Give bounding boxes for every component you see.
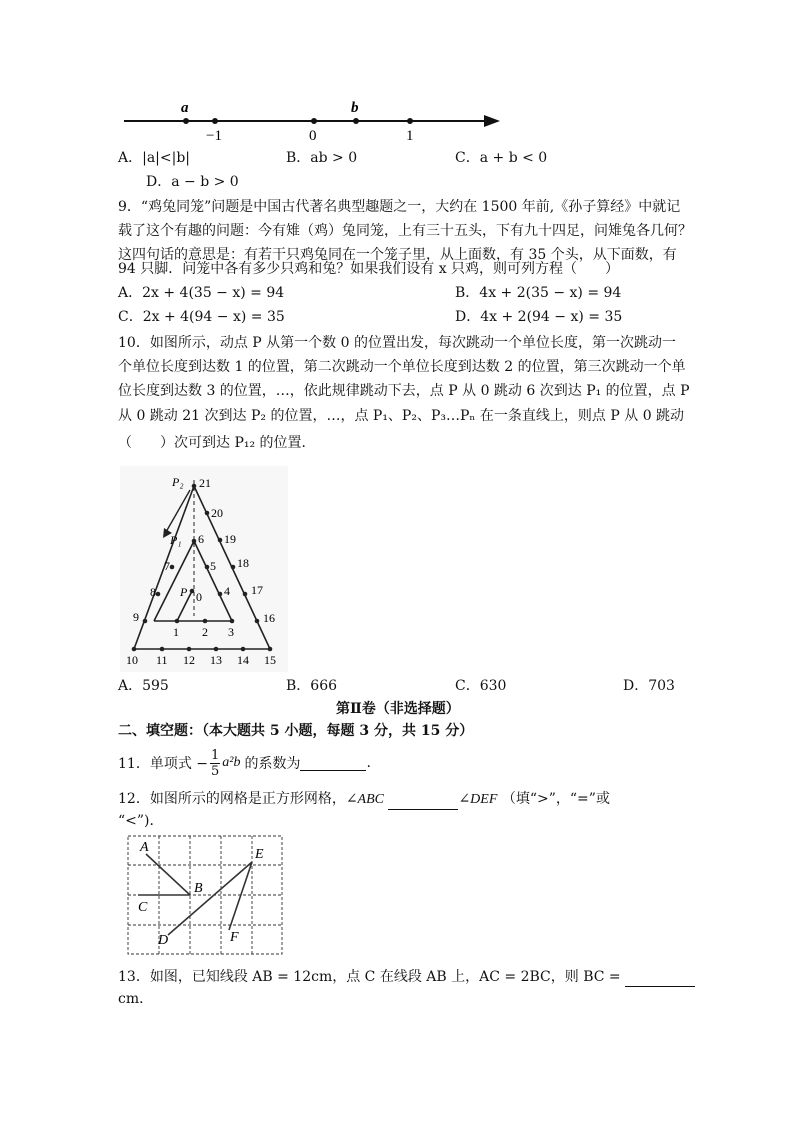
q10-option-a: A．595 (118, 678, 169, 694)
q8-option-b: B．ab > 0 (286, 150, 358, 166)
number-line-figure (118, 95, 508, 143)
fig-label-15: 15 (264, 653, 276, 667)
q11-suffix: 的系数为 (244, 756, 301, 772)
fig-label-6: 6 (198, 532, 204, 546)
label-0: 0 (309, 128, 317, 143)
fig-label-3: 3 (228, 625, 234, 639)
q9-line-2: 载了这个有趣的问题：今有雉（鸡）兔同笼，上有三十五头，下有九十四足，问雉兔各几何？ (118, 223, 692, 239)
section-2-title: 第Ⅱ卷（非选择题） (336, 701, 460, 717)
fig-label-21: 21 (199, 476, 211, 490)
fig-label-14: 14 (237, 653, 249, 667)
label-a: a (181, 100, 189, 116)
q10-option-c: C．630 (455, 678, 507, 694)
fig-label-12: 12 (183, 653, 195, 667)
q11-prefix: 11．单项式 − (118, 756, 208, 772)
q8-option-a: A．|a|<|b| (118, 150, 191, 166)
q13-line-2: cm． (118, 991, 154, 1007)
fig-label-7: 7 (164, 559, 170, 573)
q8-option-d: D．a − b > 0 (146, 174, 239, 190)
fig-label-p1: P₁ (170, 533, 182, 547)
fig-label-11: 11 (156, 653, 168, 667)
q9-line-1: 9．“鸡兔同笼”问题是中国古代著名典型趣题之一，大约在 1500 年前,《孙子算经》中就记 (118, 199, 681, 215)
fig-label-p2: P₂ (172, 475, 184, 489)
grid-label-d: D (158, 933, 169, 948)
q12-line-2: “<”)． (118, 813, 164, 829)
tick-0-dot (311, 118, 317, 124)
fig-label-20: 20 (211, 506, 223, 520)
q9-option-a: A．2x + 4(35 − x) = 94 (118, 285, 285, 301)
q11 (118, 744, 371, 782)
fig-label-5: 5 (210, 559, 216, 573)
q9-line-4: 94 只脚．问笼中各有多少只鸡和兔？如果我们设有 x 只鸡，则可列方程（ ） (118, 261, 620, 277)
grid-label-b: B (194, 881, 203, 896)
q12-text-a: 12．如图所示的网格是正方形网格， (118, 791, 346, 807)
point-b (353, 118, 359, 124)
q10-triangle-figure (120, 466, 288, 672)
fig-label-13: 13 (210, 653, 222, 667)
fig-label-18: 18 (237, 556, 249, 570)
q12-line-1 (118, 789, 610, 810)
q12-angle-abc: ∠ABC (345, 792, 384, 807)
q11-frac-den: 5 (211, 763, 220, 779)
q10-line-2: 个单位长度到达数 1 的位置，第二次跳动一个单位长度到达数 2 的位置，第三次跳动一个单 (118, 359, 686, 375)
q12-text-b: （填“>”，“=”或 (501, 791, 610, 807)
fig-label-19: 19 (224, 532, 236, 546)
label-b: b (351, 100, 359, 116)
fig-label-10: 10 (126, 653, 138, 667)
q12-angle-def: ∠DEF (458, 792, 498, 807)
q9-option-b: B．4x + 2(35 − x) = 94 (455, 285, 622, 301)
section-2-heading: 二、填空题：（本大题共 5 小题，每题 3 分，共 15 分） (118, 723, 474, 739)
fig-label-1: 1 (173, 625, 179, 639)
q11-fraction (210, 748, 220, 779)
grid-label-c: C (138, 900, 148, 915)
fig-label-4: 4 (224, 584, 230, 598)
q13-line-1 (118, 967, 695, 987)
q12-grid-figure (126, 834, 286, 956)
tick-minus1-dot (212, 118, 218, 124)
q11-answer-blank[interactable] (300, 756, 366, 771)
fig-label-p: P (180, 585, 188, 599)
q8-option-c: C．a + b < 0 (455, 150, 548, 166)
fig-label-9: 9 (133, 610, 139, 624)
q10-line-5: （ ）次可到达 P₁₂ 的位置． (118, 435, 316, 451)
q11-expr: a²b (222, 755, 241, 770)
fig-label-2: 2 (202, 625, 208, 639)
tick-1-dot (407, 118, 413, 124)
q10-line-3: 位长度到达数 3 的位置，…，依此规律跳动下去，点 P 从 0 跳动 6 次到达 P₁ 的位置，点 P (118, 383, 690, 399)
q10-line-4: 从 0 跳动 21 次到达 P₂ 的位置，…，点 P₁、P₂、P₃…Pₙ 在一条直线上，则点 P 从 0 跳动 (118, 408, 685, 424)
grid-label-f: F (230, 930, 239, 945)
q11-frac-num: 1 (211, 747, 220, 763)
q10-option-d: D．703 (623, 678, 675, 694)
q12-answer-blank[interactable] (388, 795, 458, 810)
fig-label-8: 8 (150, 585, 156, 599)
q13-text: 13．如图，已知线段 AB = 12cm，点 C 在线段 AB 上，AC = 2BC，则 BC = (118, 969, 621, 985)
point-a (183, 118, 189, 124)
grid-label-a: A (140, 840, 149, 855)
q10-line-1: 10．如图所示，动点 P 从第一个数 0 的位置出发，每次跳动一个单位长度，第一次跳动一 (118, 335, 676, 351)
q9-line-3: 这四句话的意思是：有若干只鸡兔同在一个笼子里，从上面数，有 35 个头，从下面数，有 (118, 247, 677, 263)
fig-label-17: 17 (251, 583, 263, 597)
grid-label-e: E (255, 847, 264, 862)
q10-option-b: B．666 (286, 678, 338, 694)
number-line-arrow (484, 115, 500, 127)
q9-option-c: C．2x + 4(94 − x) = 35 (118, 309, 285, 325)
fig-label-16: 16 (263, 611, 275, 625)
q11-end: . (366, 755, 371, 771)
q13-answer-blank[interactable] (625, 972, 695, 987)
label-1: 1 (406, 128, 414, 143)
q9-option-d: D．4x + 2(94 − x) = 35 (455, 309, 623, 325)
label-minus1: −1 (206, 128, 222, 143)
fig-label-0: 0 (196, 590, 202, 604)
